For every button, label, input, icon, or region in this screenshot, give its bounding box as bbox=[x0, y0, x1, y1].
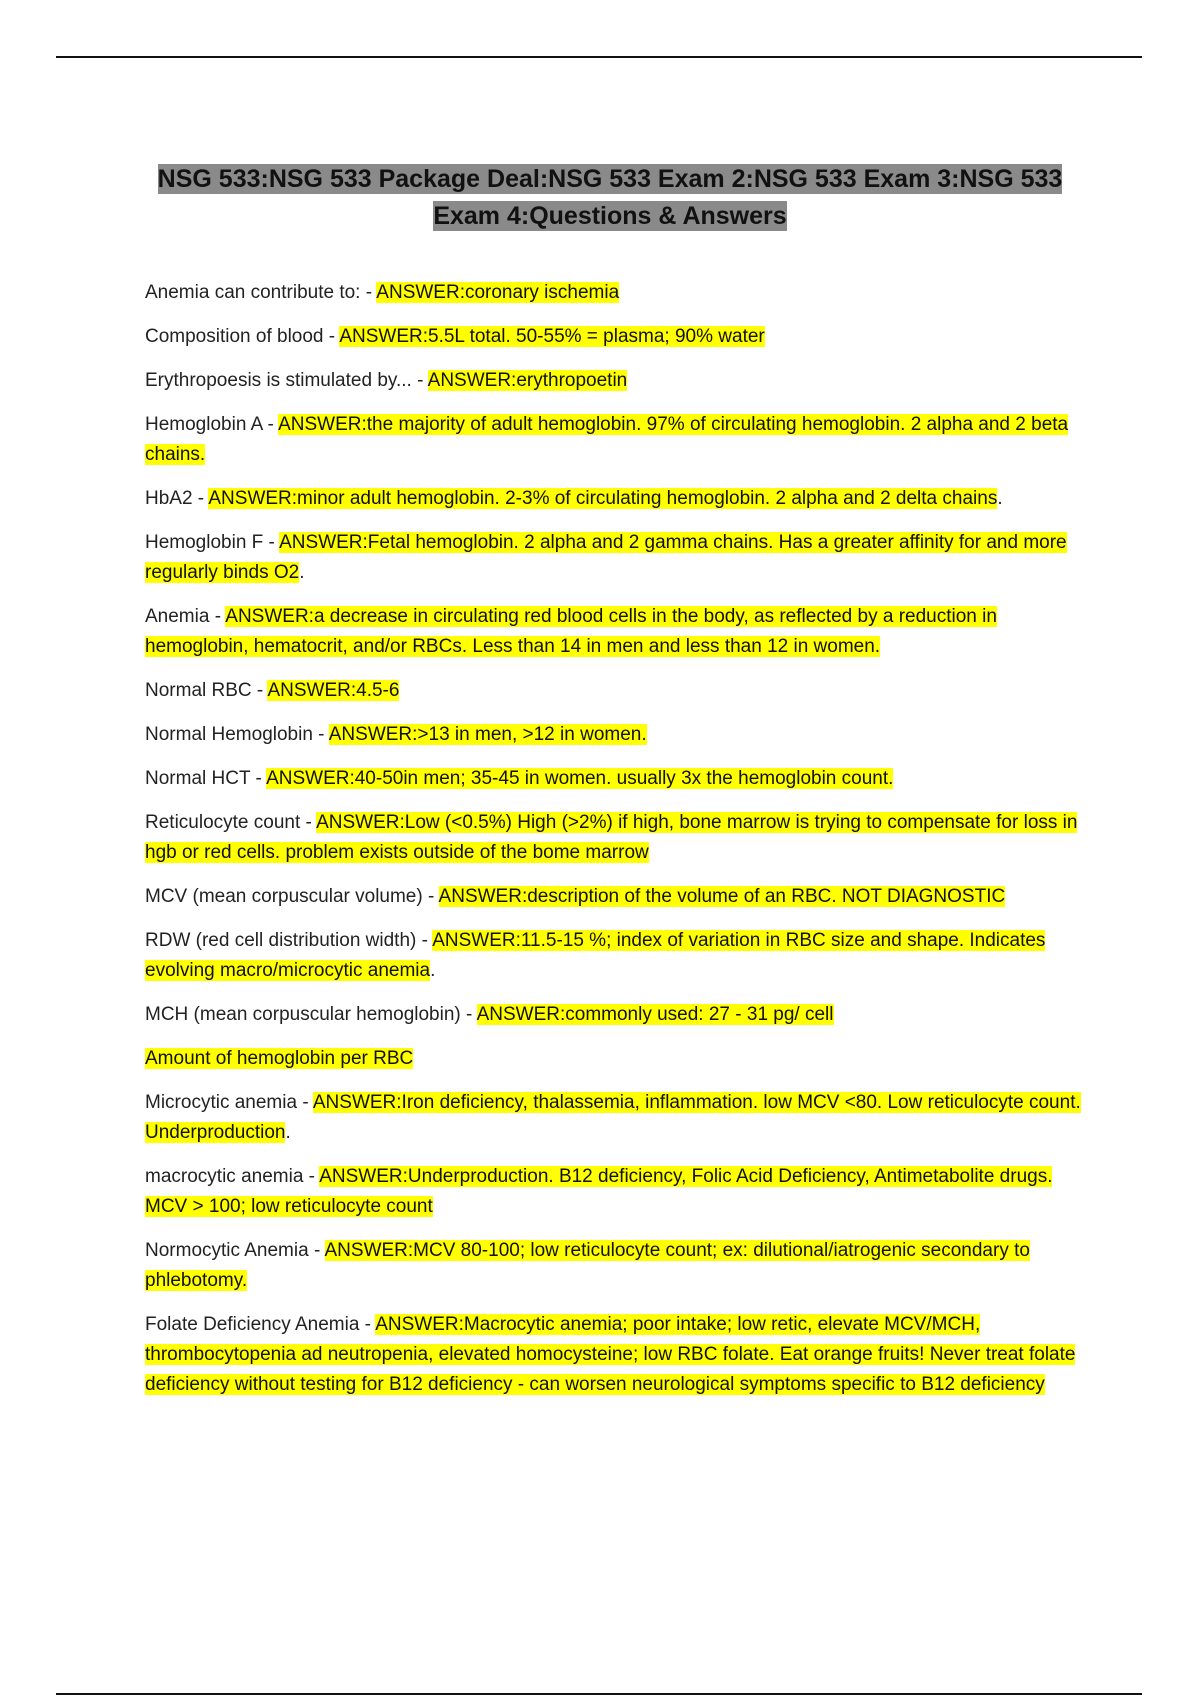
answer-highlight: ANSWER:coronary ischemia bbox=[376, 282, 620, 303]
answer-tail: . bbox=[430, 960, 436, 981]
answer-highlight: ANSWER:commonly used: 27 - 31 pg/ cell bbox=[476, 1004, 834, 1025]
question-text: Normal RBC - bbox=[145, 680, 268, 701]
qa-item bbox=[145, 720, 1090, 750]
qa-item bbox=[145, 764, 1090, 794]
answer-highlight: ANSWER:erythropoetin bbox=[427, 370, 628, 391]
question-text: Composition of blood - bbox=[145, 326, 340, 347]
answer-highlight: ANSWER:5.5L total. 50-55% = plasma; 90% water bbox=[339, 326, 765, 347]
question-text: Normal Hemoglobin - bbox=[145, 724, 329, 745]
qa-item bbox=[145, 322, 1090, 352]
answer-highlight: ANSWER:>13 in men, >12 in women. bbox=[328, 724, 647, 745]
qa-item bbox=[145, 808, 1090, 868]
answer-highlight: ANSWER:Low (<0.5%) High (>2%) if high, bone marrow is trying to compensate for loss in hgb or red cells. problem exists outside of the bome marrow bbox=[145, 812, 1078, 863]
top-rule bbox=[56, 56, 1142, 58]
question-text: Folate Deficiency Anemia - bbox=[145, 1314, 376, 1335]
answer-highlight: ANSWER:the majority of adult hemoglobin. 97% of circulating hemoglobin. 2 alpha and 2 beta chains. bbox=[145, 414, 1069, 465]
answer-highlight: ANSWER:Macrocytic anemia; poor intake; low retic, elevate MCV/MCH, thrombocytopenia ad neutropenia, elevated homocysteine; low RBC folate. Eat orange fruits! Never treat folate deficiency without testing for B12 deficiency - can worsen neurological symptoms specific to B12 deficiency bbox=[145, 1314, 1076, 1395]
answer-highlight: Amount of hemoglobin per RBC bbox=[145, 1048, 414, 1069]
qa-item bbox=[145, 676, 1090, 706]
question-text: HbA2 - bbox=[145, 488, 209, 509]
answer-highlight: ANSWER:MCV 80-100; low reticulocyte count; ex: dilutional/iatrogenic secondary to phlebotomy. bbox=[145, 1240, 1030, 1291]
qa-item bbox=[145, 484, 1090, 514]
qa-item bbox=[145, 1162, 1090, 1222]
answer-highlight: ANSWER:minor adult hemoglobin. 2-3% of circulating hemoglobin. 2 alpha and 2 delta chains bbox=[208, 488, 998, 509]
answer-highlight: ANSWER:a decrease in circulating red blood cells in the body, as reflected by a reduction in hemoglobin, hematocrit, and/or RBCs. Less than 14 in men and less than 12 in women. bbox=[145, 606, 997, 657]
answer-highlight: ANSWER:Iron deficiency, thalassemia, inflammation. low MCV <80. Low reticulocyte count. Underproduction bbox=[145, 1092, 1081, 1143]
answer-highlight: ANSWER:4.5-6 bbox=[267, 680, 400, 701]
question-text: Erythropoesis is stimulated by... - bbox=[145, 370, 428, 391]
document-title-text: NSG 533:NSG 533 Package Deal:NSG 533 Exam 2:NSG 533 Exam 3:NSG 533 Exam 4:Questions & Answers bbox=[157, 164, 1063, 230]
question-text: macrocytic anemia - bbox=[145, 1166, 320, 1187]
qa-item bbox=[145, 1088, 1090, 1148]
qa-list bbox=[145, 278, 1090, 1414]
answer-tail: . bbox=[285, 1122, 291, 1143]
qa-item bbox=[145, 882, 1090, 912]
qa-item bbox=[145, 1310, 1090, 1400]
question-text: Normocytic Anemia - bbox=[145, 1240, 325, 1261]
question-text: Anemia - bbox=[145, 606, 226, 627]
qa-item bbox=[145, 528, 1090, 588]
qa-item bbox=[145, 926, 1090, 986]
bottom-rule bbox=[56, 1693, 1142, 1695]
question-text: Hemoglobin A - bbox=[145, 414, 279, 435]
answer-highlight: ANSWER:Underproduction. B12 deficiency, Folic Acid Deficiency, Antimetabolite drugs. MCV > 100; low reticulocyte count bbox=[145, 1166, 1053, 1217]
answer-tail: . bbox=[299, 562, 305, 583]
qa-item bbox=[145, 1236, 1090, 1296]
question-text: Normal HCT - bbox=[145, 768, 267, 789]
question-text: Anemia can contribute to: - bbox=[145, 282, 377, 303]
qa-item bbox=[145, 278, 1090, 308]
qa-item bbox=[145, 1000, 1090, 1030]
qa-item bbox=[145, 1044, 1090, 1074]
question-text: MCV (mean corpuscular volume) - bbox=[145, 886, 439, 907]
answer-tail: . bbox=[997, 488, 1003, 509]
answer-highlight: ANSWER:description of the volume of an RBC. NOT DIAGNOSTIC bbox=[438, 886, 1006, 907]
question-text: RDW (red cell distribution width) - bbox=[145, 930, 433, 951]
document-title bbox=[130, 161, 1090, 235]
answer-highlight: ANSWER:40-50in men; 35-45 in women. usually 3x the hemoglobin count. bbox=[266, 768, 894, 789]
answer-highlight: ANSWER:Fetal hemoglobin. 2 alpha and 2 gamma chains. Has a greater affinity for and more regularly binds O2 bbox=[145, 532, 1067, 583]
qa-item bbox=[145, 410, 1090, 470]
question-text: MCH (mean corpuscular hemoglobin) - bbox=[145, 1004, 477, 1025]
qa-item bbox=[145, 366, 1090, 396]
answer-highlight: ANSWER:11.5-15 %; index of variation in RBC size and shape. Indicates evolving macro/microcytic anemia bbox=[145, 930, 1046, 981]
question-text: Hemoglobin F - bbox=[145, 532, 280, 553]
question-text: Reticulocyte count - bbox=[145, 812, 317, 833]
question-text: Microcytic anemia - bbox=[145, 1092, 313, 1113]
qa-item bbox=[145, 602, 1090, 662]
